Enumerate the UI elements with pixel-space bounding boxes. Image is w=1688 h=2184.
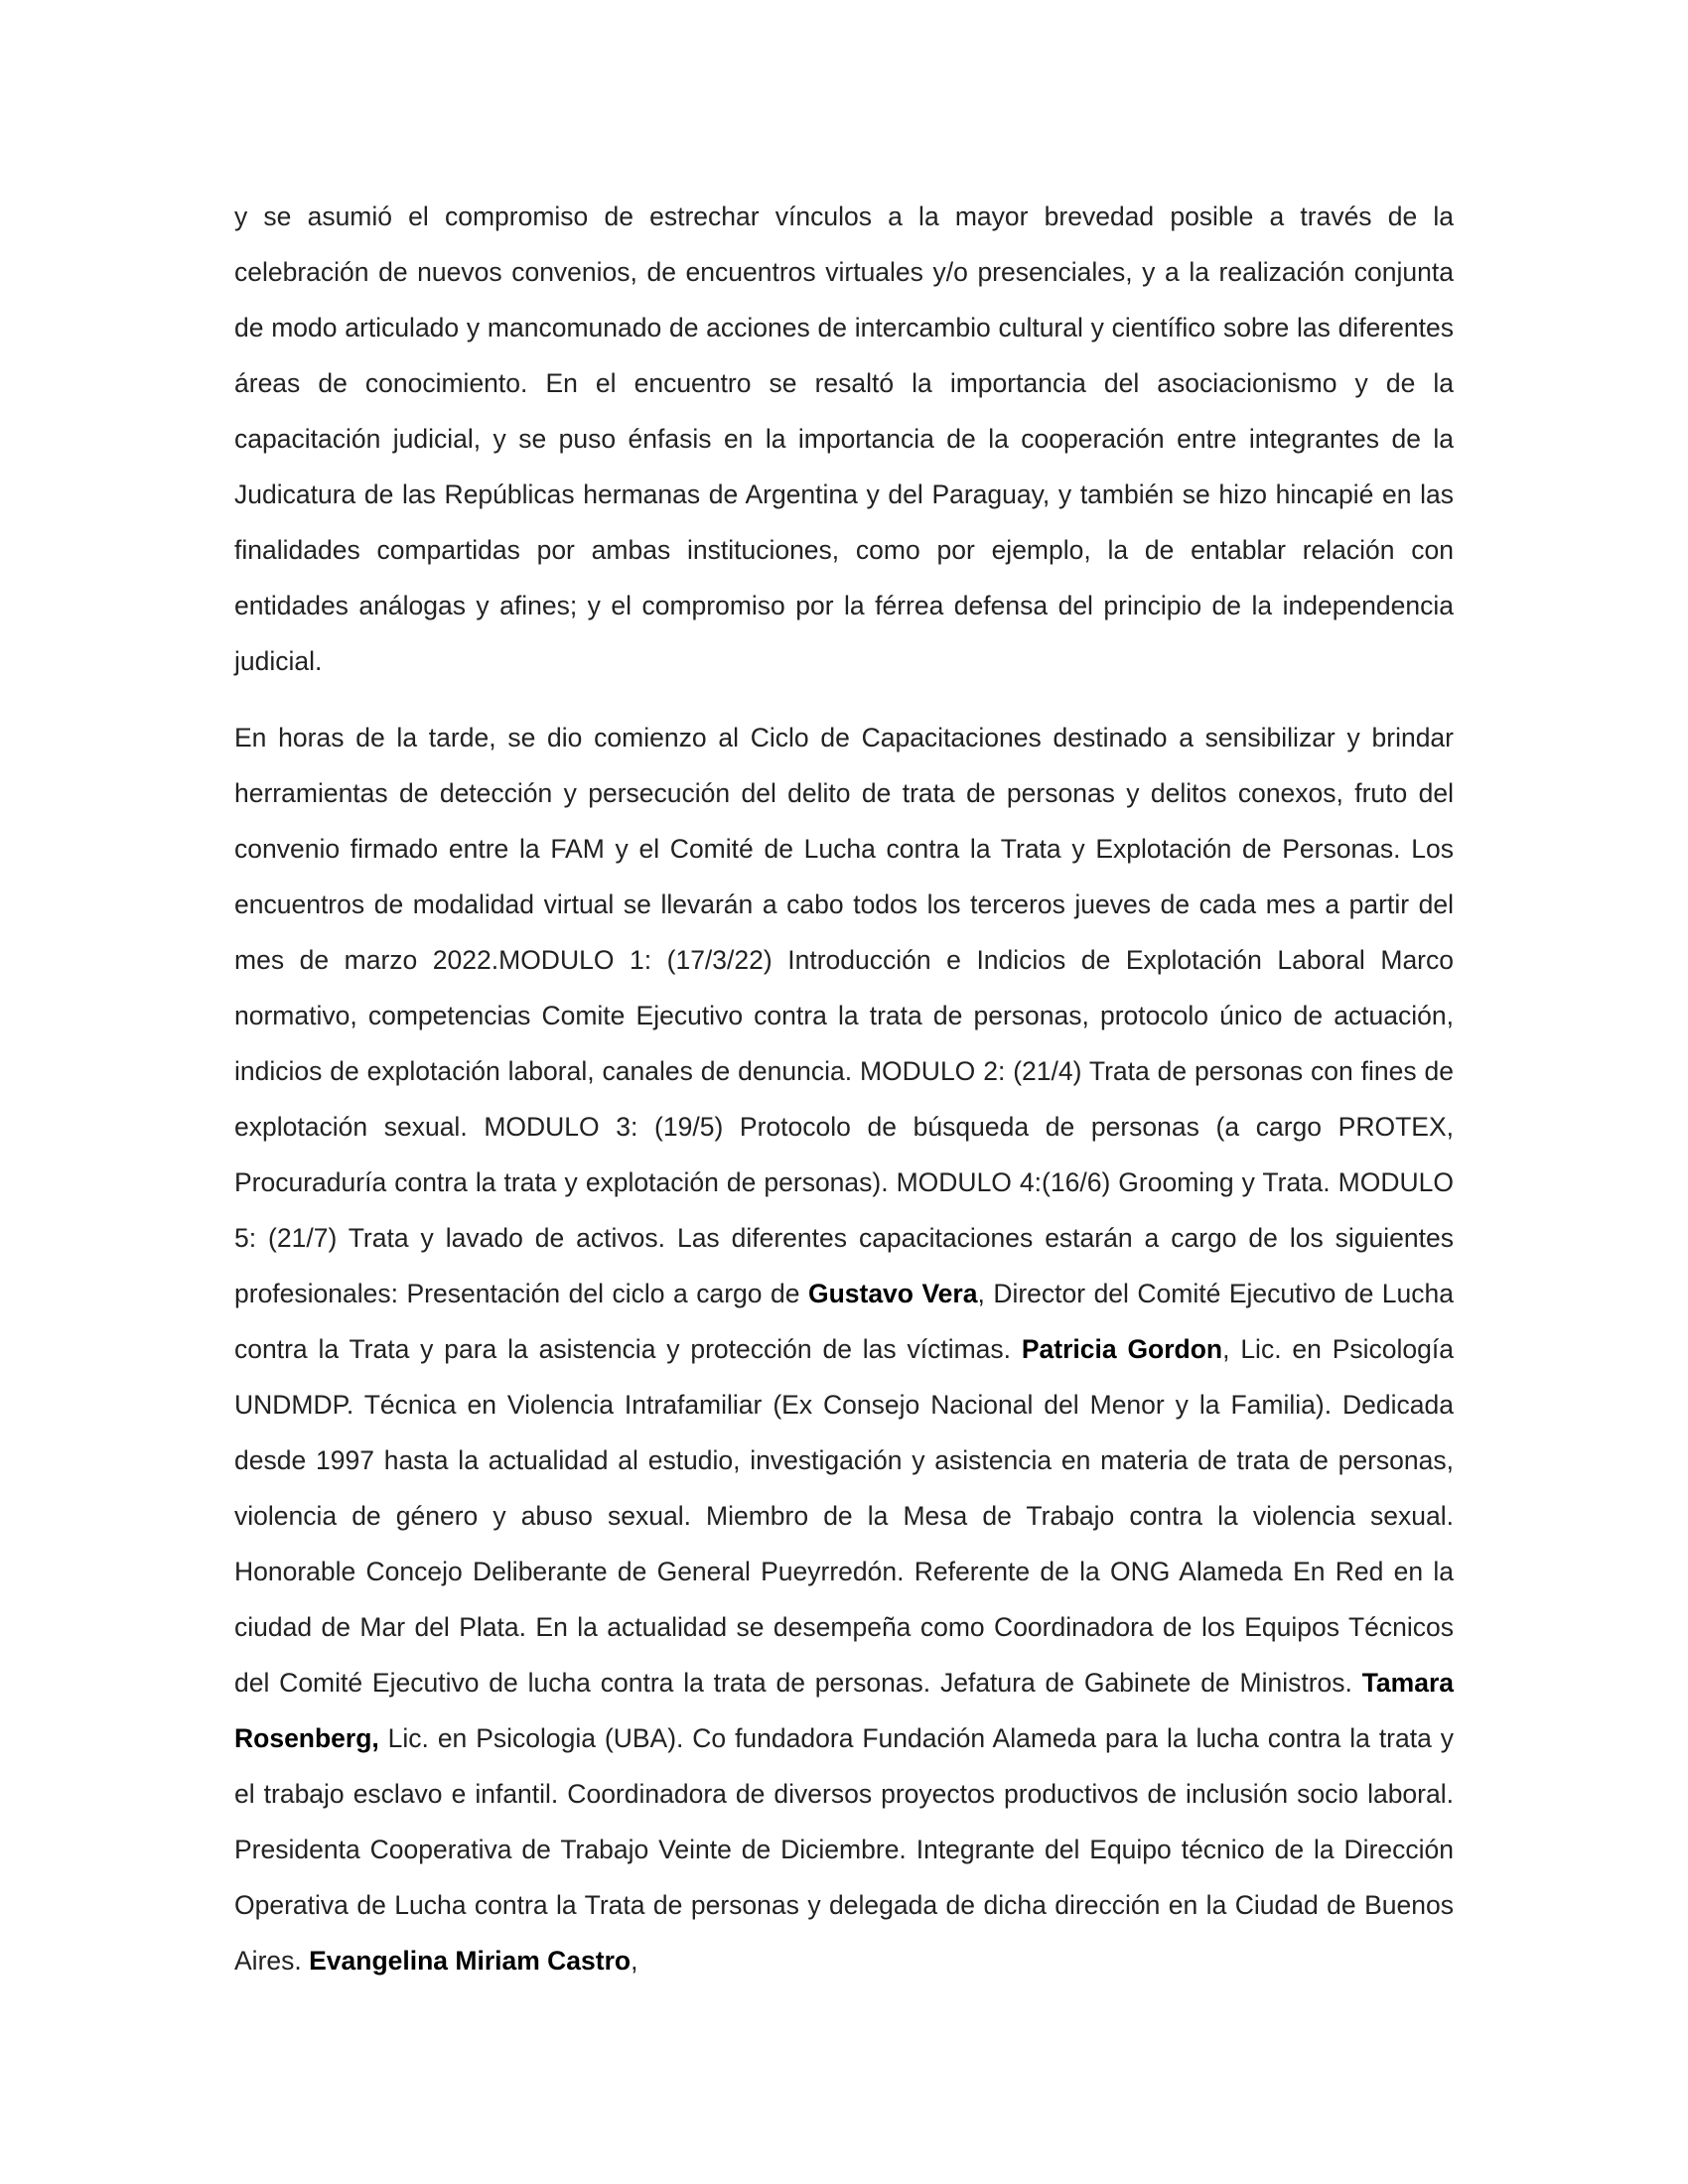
person-name: Gustavo Vera xyxy=(807,1279,978,1308)
document-body xyxy=(234,189,1454,1988)
paragraph-text: , xyxy=(631,1946,638,1976)
person-name: Evangelina Miriam Castro xyxy=(309,1946,632,1976)
paragraph-convenio xyxy=(234,189,1454,689)
paragraph-capacitaciones xyxy=(234,710,1454,1988)
person-name: Tamara Rosenberg, xyxy=(234,1668,1454,1753)
person-name: Patricia Gordon xyxy=(1021,1334,1223,1364)
paragraph-text: En horas de la tarde, se dio comienzo al Ciclo de Capacitaciones destinado a sensibilizar y brindar herramientas de detección y persecución del delito de trata de personas y delitos conexos, fruto del convenio firmado entre la FAM y el Comité de Lucha contra la Trata y Explotación de Personas. Los encuentros de modalidad virtual se llevarán a cabo todos los terceros jueves de cada mes a partir del mes de marzo 2022.MODULO 1: (17/3/22) Introducción e Indicios de Explotación Laboral Marco normativo, competencias Comite Ejecutivo contra la trata de personas, protocolo único de actuación, indicios de explotación laboral, canales de denuncia. MODULO 2: (21/4) Trata de personas con fines de explotación sexual. MODULO 3: (19/5) Protocolo de búsqueda de personas (a cargo PROTEX, Procuraduría contra la trata y explotación de personas). MODULO 4:(16/6) Grooming y Trata. MODULO 5: (21/7) Trata y lavado de activos. Las diferentes capacitaciones estarán a cargo de los siguientes profesionales: Presentación del ciclo a cargo de xyxy=(234,723,1454,1308)
paragraph-text: y se asumió el compromiso de estrechar vínculos a la mayor brevedad posible a través de la celebración de nuevos convenios, de encuentros virtuales y/o presenciales, y a la realización conjunta de modo articulado y mancomunado de acciones de intercambio cultural y científico sobre las diferentes áreas de conocimiento. En el encuentro se resaltó la importancia del asociacionismo y de la capacitación judicial, y se puso énfasis en la importancia de la cooperación entre integrantes de la Judicatura de las Repúblicas hermanas de Argentina y del Paraguay, y también se hizo hincapié en las finalidades compartidas por ambas instituciones, como por ejemplo, la de entablar relación con entidades análogas y afines; y el compromiso por la férrea defensa del principio de la independencia judicial. xyxy=(234,202,1454,676)
paragraph-text: , Lic. en Psicología UNDMDP. Técnica en Violencia Intrafamiliar (Ex Consejo Nacional del Menor y la Familia). Dedicada desde 1997 hasta la actualidad al estudio, investigación y asistencia en materia de trata de personas, violencia de género y abuso sexual. Miembro de la Mesa de Trabajo contra la violencia sexual. Honorable Concejo Deliberante de General Pueyrredón. Referente de la ONG Alameda En Red en la ciudad de Mar del Plata. En la actualidad se desempeña como Coordinadora de los Equipos Técnicos del Comité Ejecutivo de lucha contra la trata de personas. Jefatura de Gabinete de Ministros. xyxy=(234,1334,1454,1698)
paragraph-text: , Director del Comité Ejecutivo de Lucha contra la Trata y para la asistencia y protección de las víctimas. xyxy=(234,1279,1455,1364)
paragraph-text: Lic. en Psicologia (UBA). Co fundadora Fundación Alameda para la lucha contra la trata y el trabajo esclavo e infantil. Coordinadora de diversos proyectos productivos de inclusión socio laboral. Presidenta Cooperativa de Trabajo Veinte de Diciembre. Integrante del Equipo técnico de la Dirección Operativa de Lucha contra la Trata de personas y delegada de dicha dirección en la Ciudad de Buenos Aires. xyxy=(234,1723,1454,1976)
